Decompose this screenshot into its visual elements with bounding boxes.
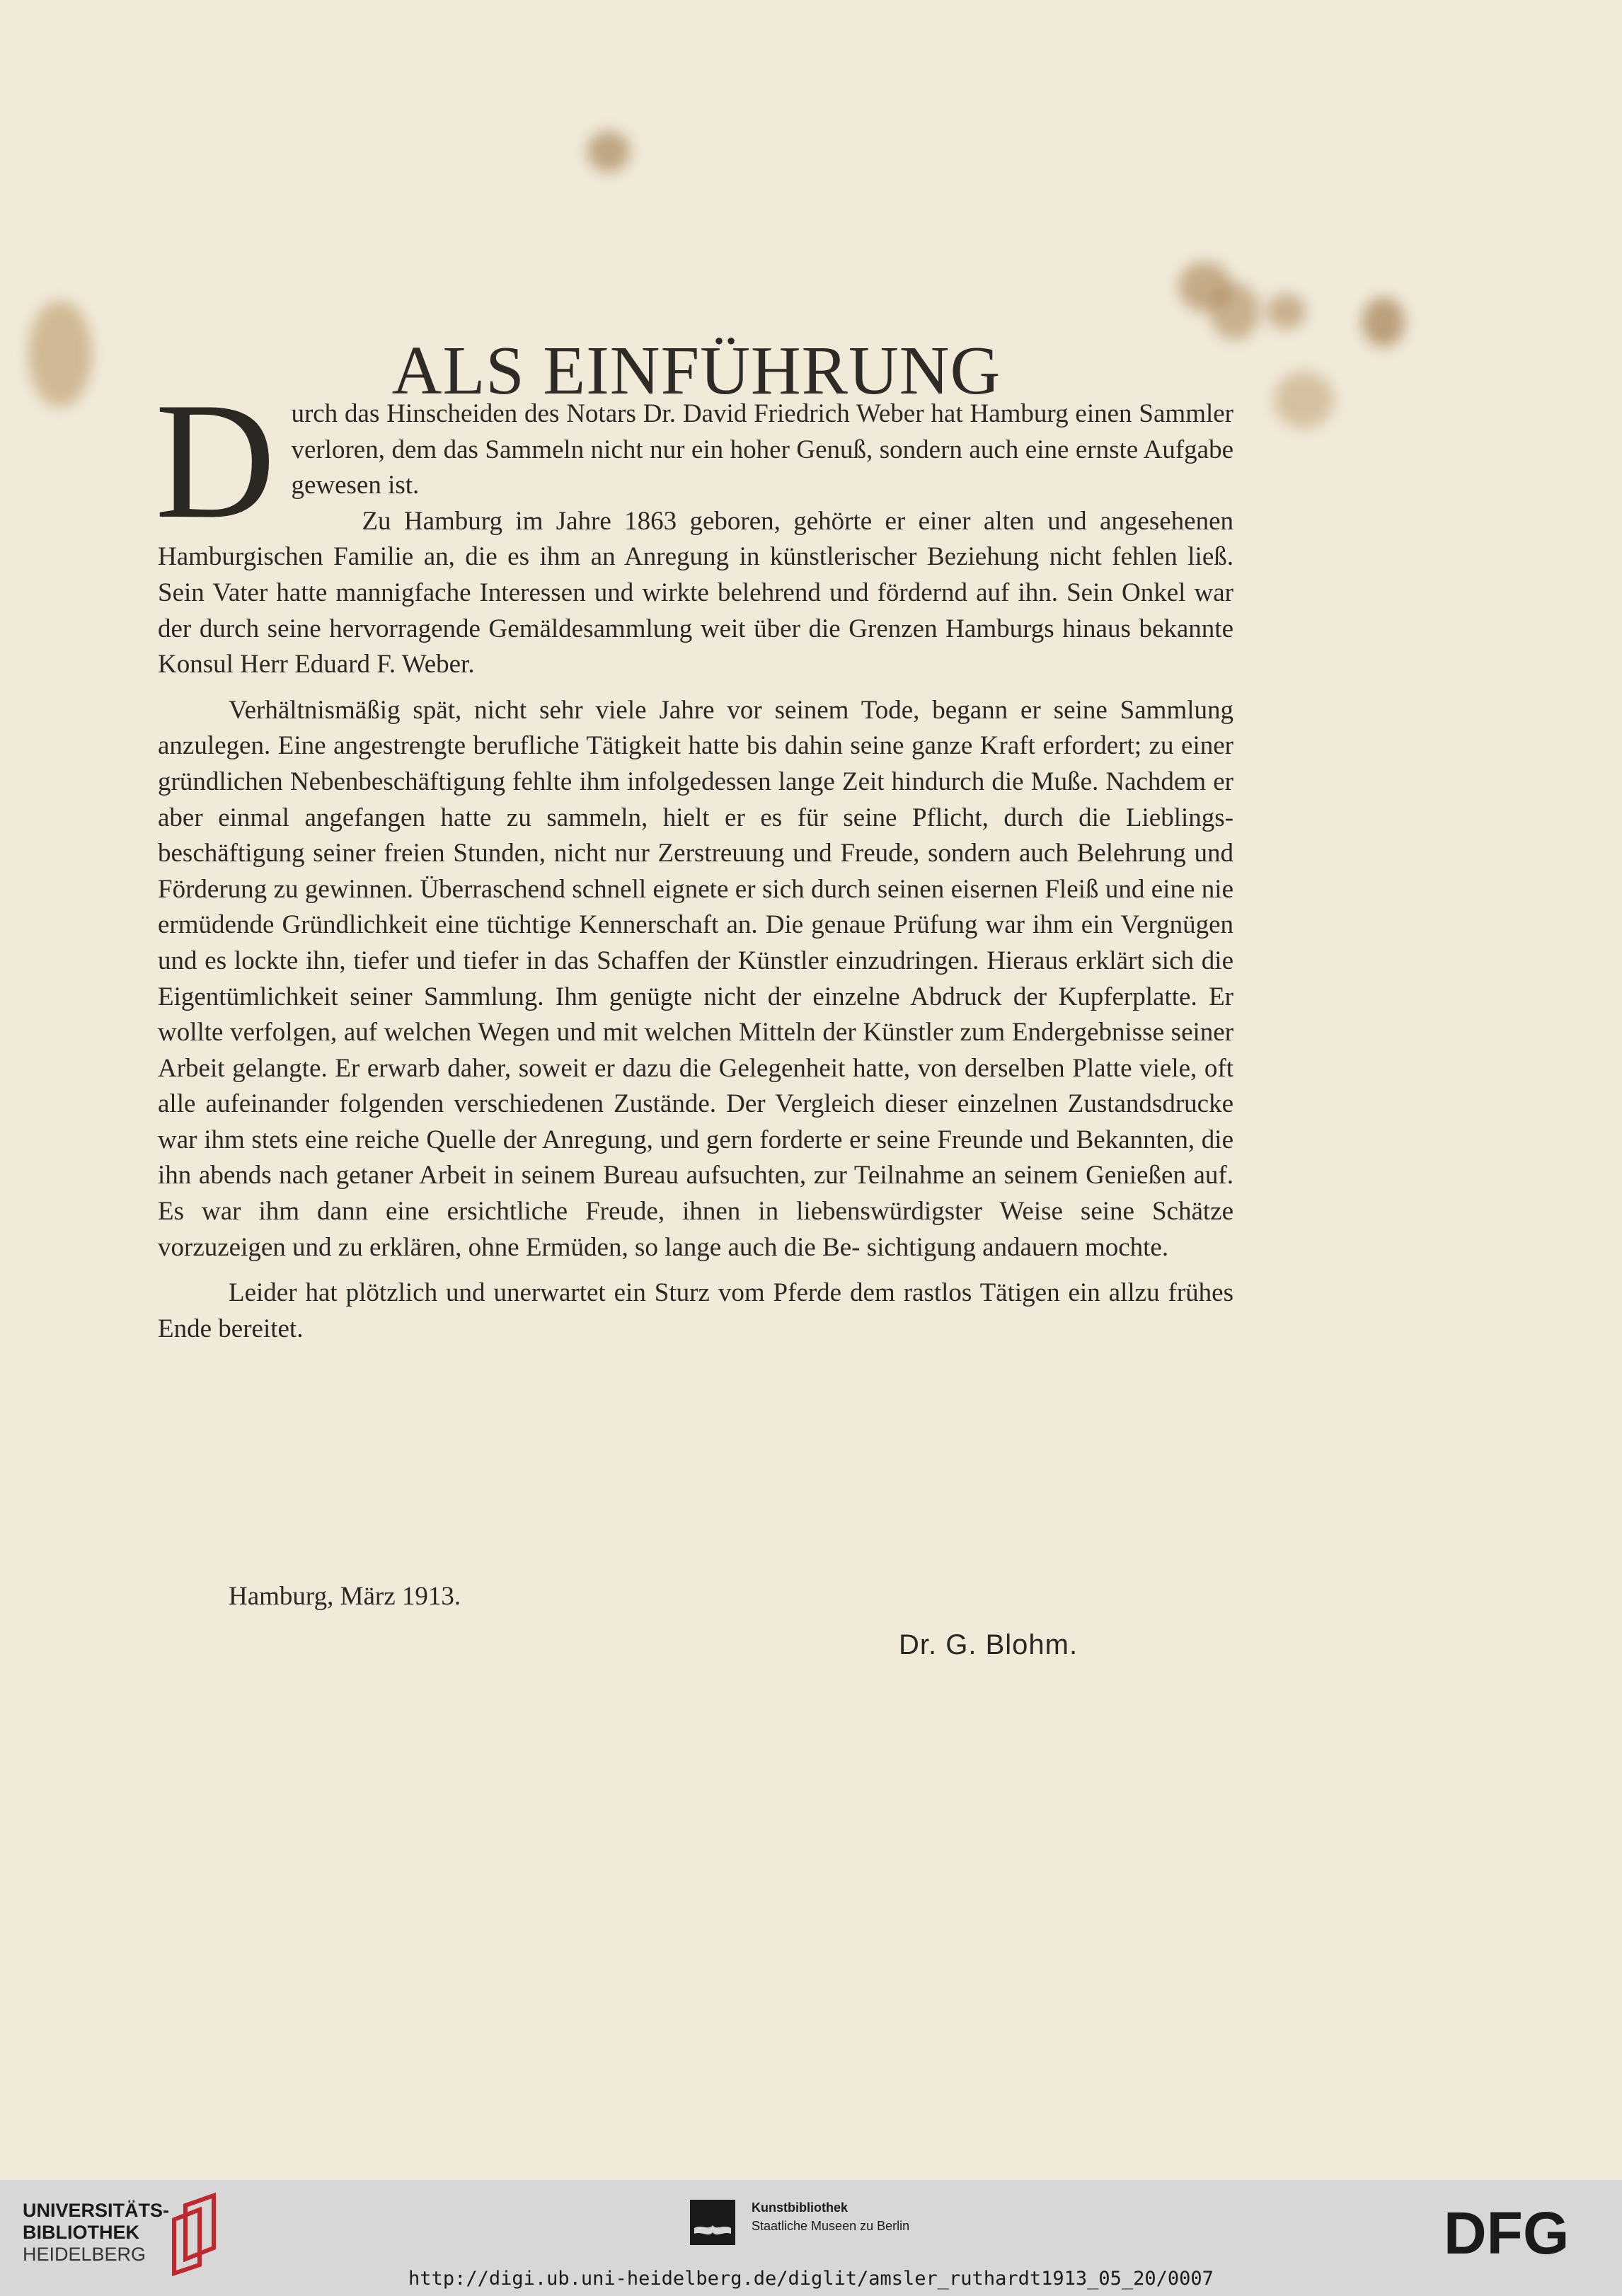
page-title: ALS EINFÜHRUNG: [391, 332, 1001, 409]
text-line: Verhältnismäßig spät, nicht sehr viele Jahre vor seinem Tode, begann er: [229, 695, 1041, 725]
foxing-stain: [1267, 294, 1306, 329]
text-line: einzelne Abdruck der Kupferplatte. Er wollte verfolgen, auf welchen Wegen: [158, 982, 1233, 1047]
text-line: Schätze vorzuzeigen und zu erklären, ohne Ermüden, so lange auch die Be-: [158, 1197, 1233, 1262]
paragraph: [158, 693, 1233, 1266]
text-line: einzelnen Zustandsdrucke war ihm stets eine reiche Quelle der Anregung, und: [158, 1089, 1234, 1154]
signature: Dr. G. Blohm.: [899, 1629, 1079, 1660]
text-line: gern forderte er seine Freunde und Bekannten, die ihn abends nach getaner: [158, 1125, 1233, 1190]
text-line: tüchtige Kennerschaft an. Die genaue Prüfung war ihm ein Vergnügen und es: [158, 910, 1234, 975]
source-url[interactable]: http://digi.ub.uni-heidelberg.de/diglit/amsler_ruthardt1913_05_20/0007: [408, 2268, 1214, 2290]
ub-logo-line: BIBLIOTHEK: [23, 2222, 139, 2243]
text-line: seine Sammlung anzulegen. Eine angestrengte berufliche Tätigkeit hatte bis: [158, 695, 1234, 761]
paragraph: [158, 504, 1233, 683]
text-line: lockte ihn, tiefer und tiefer in das Schaffen der Künstler einzudringen. Hieraus: [234, 946, 1069, 975]
text-line: angesehenen Hamburgischen Familie an, die es ihm an Anregung in künstlerischer: [158, 506, 1233, 572]
ub-logo-line: HEIDELBERG: [23, 2244, 146, 2265]
text-line: war ihm dann eine ersichtliche Freude, ihnen in liebenswürdigster Weise seine: [202, 1197, 1134, 1227]
text-line: Hamburg einen Sammler verloren, dem das Sammeln nicht nur ein: [291, 399, 1234, 464]
text-line: fehlte ihm infolgedessen lange Zeit hindurch die Muße. Nachdem er aber einmal: [158, 767, 1234, 832]
text-line: beschäftigung seiner freien Stunden, nicht nur Zerstreuung und Freude, sondern: [158, 839, 1011, 868]
text-line: hoher Genuß, sondern auch eine ernste Aufgabe gewesen ist.: [291, 435, 1234, 500]
kb-logo-line: Kunstbibliothek: [752, 2200, 848, 2215]
foxing-stain: [587, 131, 630, 172]
ub-heidelberg-logo[interactable]: [23, 2200, 169, 2266]
text-line: Tätigen ein allzu frühes Ende bereitet.: [158, 1278, 1233, 1343]
text-line: Beziehung nicht fehlen ließ. Sein Vater hatte mannigfache Interessen und wirkte: [158, 542, 1233, 607]
text-line: Arbeit in seinem Bureau aufsuchten, zur Teilnahme an seinem Genießen auf. Es: [158, 1161, 1233, 1227]
text-line: dahin seine ganze Kraft erfordert; zu einer gründlichen Nebenbeschäftigung: [158, 731, 1233, 796]
text-line: viele, oft alle aufeinander folgenden verschiedenen Zustände. Der Vergleich dieser: [158, 1053, 1234, 1119]
text-line: Leider hat plötzlich und unerwartet ein Sturz vom Pferde dem rastlos: [229, 1278, 972, 1308]
text-line: sichtigung andauern mochte.: [866, 1232, 1169, 1262]
kunstbibliothek-eagle-icon: [690, 2200, 735, 2245]
text-line: Zu Hamburg im Jahre 1863 geboren, gehörte er einer alten und: [362, 506, 1087, 536]
dfg-logo[interactable]: [1444, 2207, 1599, 2258]
text-line: sich durch seinen eisernen Fleiß und eine nie ermüdende Gründlichkeit eine: [158, 874, 1234, 940]
text-line: Herr Eduard F. Weber.: [240, 650, 475, 679]
paragraph: [158, 1275, 1233, 1347]
text-line: Gemäldesammlung weit über die Grenzen Hamburgs hinaus bekannte Konsul: [158, 614, 1233, 679]
kb-logo-line: Staatliche Museen zu Berlin: [752, 2219, 910, 2233]
text-line: erklärt sich die Eigentümlichkeit seiner Sammlung. Ihm genügte nicht der: [158, 946, 1234, 1011]
text-line: Er erwarb daher, soweit er dazu die Gelegenheit hatte, von derselben Platte: [335, 1053, 1132, 1083]
ub-books-icon: [164, 2191, 224, 2276]
kunstbibliothek-logo[interactable]: [752, 2198, 909, 2235]
dfg-logo-text: DFG: [1444, 2207, 1570, 2258]
ub-logo-line: UNIVERSITÄTS-: [23, 2200, 170, 2221]
text-line: angefangen hatte zu sammeln, hielt er es für seine Pflicht, durch die Lieblings-: [304, 803, 1233, 832]
text-line: Durch das Hinscheiden des Notars Dr. David Friedrich Weber hat: [155, 369, 963, 553]
text-line: und mit welchen Mitteln der Künstler zum Endergebnisse seiner Arbeit gelangte.: [158, 1018, 1234, 1083]
text-line: auch Belehrung und Förderung zu gewinnen. Überraschend schnell eignete er: [158, 839, 1233, 904]
date-line: Hamburg, März 1913.: [229, 1582, 461, 1611]
text-line: belehrend und fördernd auf ihn. Sein Onkel war der durch seine hervorragende: [158, 578, 1233, 643]
